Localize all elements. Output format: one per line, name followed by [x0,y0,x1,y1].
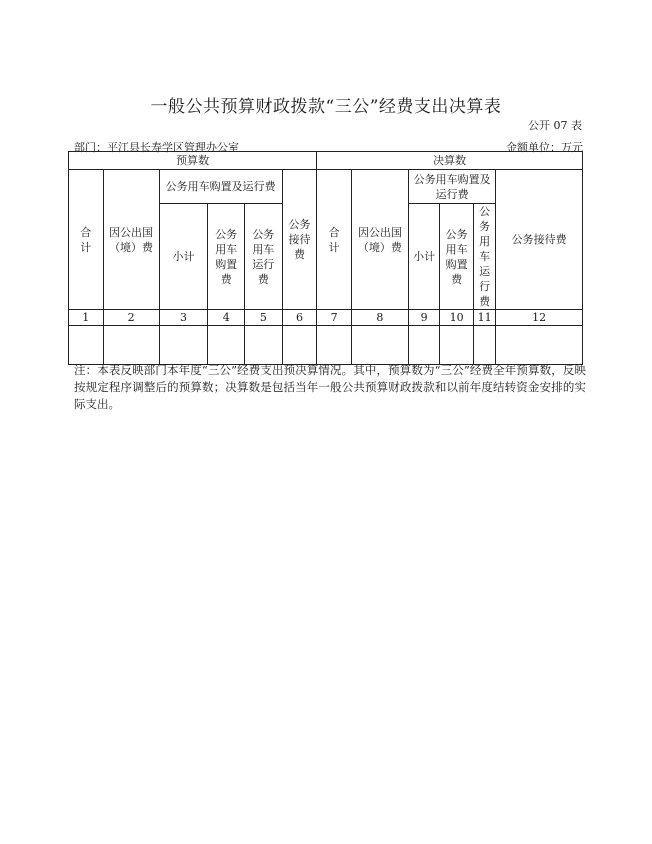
final-vehicle-group-header: 公务用车购置及运行费 [408,170,495,204]
final-total-header: 合计 [317,170,352,310]
budget-vehicle-group-header: 公务用车购置及运行费 [159,170,282,204]
col-number: 5 [245,310,283,326]
budget-reception-header: 公务接待费 [282,170,317,310]
col-number: 1 [69,310,104,326]
data-cell [245,326,283,365]
col-number: 7 [317,310,352,326]
footnote: 注：本表反映部门本年度“三公”经费支出预决算情况。其中，预算数为“三公”经费全年预算数，反映按规定程序调整后的预算数；决算数是包括当年一般公共预算财政拨款和以前年度结转资金安排的实际支出。 [74,363,586,411]
budget-abroad-header: 因公出国（境）费 [103,170,159,310]
data-cell [351,326,408,365]
page-title: 一般公共预算财政拨款“三公”经费支出决算表 [150,97,502,117]
unit-label: 金额单位：万元 [506,141,583,154]
data-cell [496,326,583,365]
data-cell [317,326,352,365]
data-cell [473,326,495,365]
group-budget-header: 预算数 [69,152,317,170]
budget-operation-header: 公务用车运行费 [245,204,283,310]
budget-subtotal-header: 小计 [159,204,208,310]
col-number: 11 [473,310,495,326]
final-subtotal-header: 小计 [408,204,440,310]
col-number: 8 [351,310,408,326]
budget-total-header: 合计 [69,170,104,310]
data-cell [440,326,474,365]
col-number: 2 [103,310,159,326]
final-purchase-header: 公务用车购置费 [440,204,474,310]
col-number: 12 [496,310,583,326]
col-number: 9 [408,310,440,326]
col-number: 4 [208,310,245,326]
col-number: 6 [282,310,317,326]
data-cell [282,326,317,365]
data-cell [408,326,440,365]
final-operation-header: 公务用车运行费 [473,204,495,310]
final-reception-header: 公务接待费 [496,170,583,310]
col-number: 3 [159,310,208,326]
group-final-header: 决算数 [317,152,583,170]
col-number: 10 [440,310,474,326]
data-cell [208,326,245,365]
data-cell [69,326,104,365]
data-cell [103,326,159,365]
expenditure-table [68,151,583,365]
data-cell [159,326,208,365]
final-abroad-header: 因公出国（境）费 [351,170,408,310]
form-number: 公开 07 表 [528,119,582,132]
budget-purchase-header: 公务用车购置费 [208,204,245,310]
department-label: 部门：平江县长寿学区管理办公室 [74,141,239,154]
